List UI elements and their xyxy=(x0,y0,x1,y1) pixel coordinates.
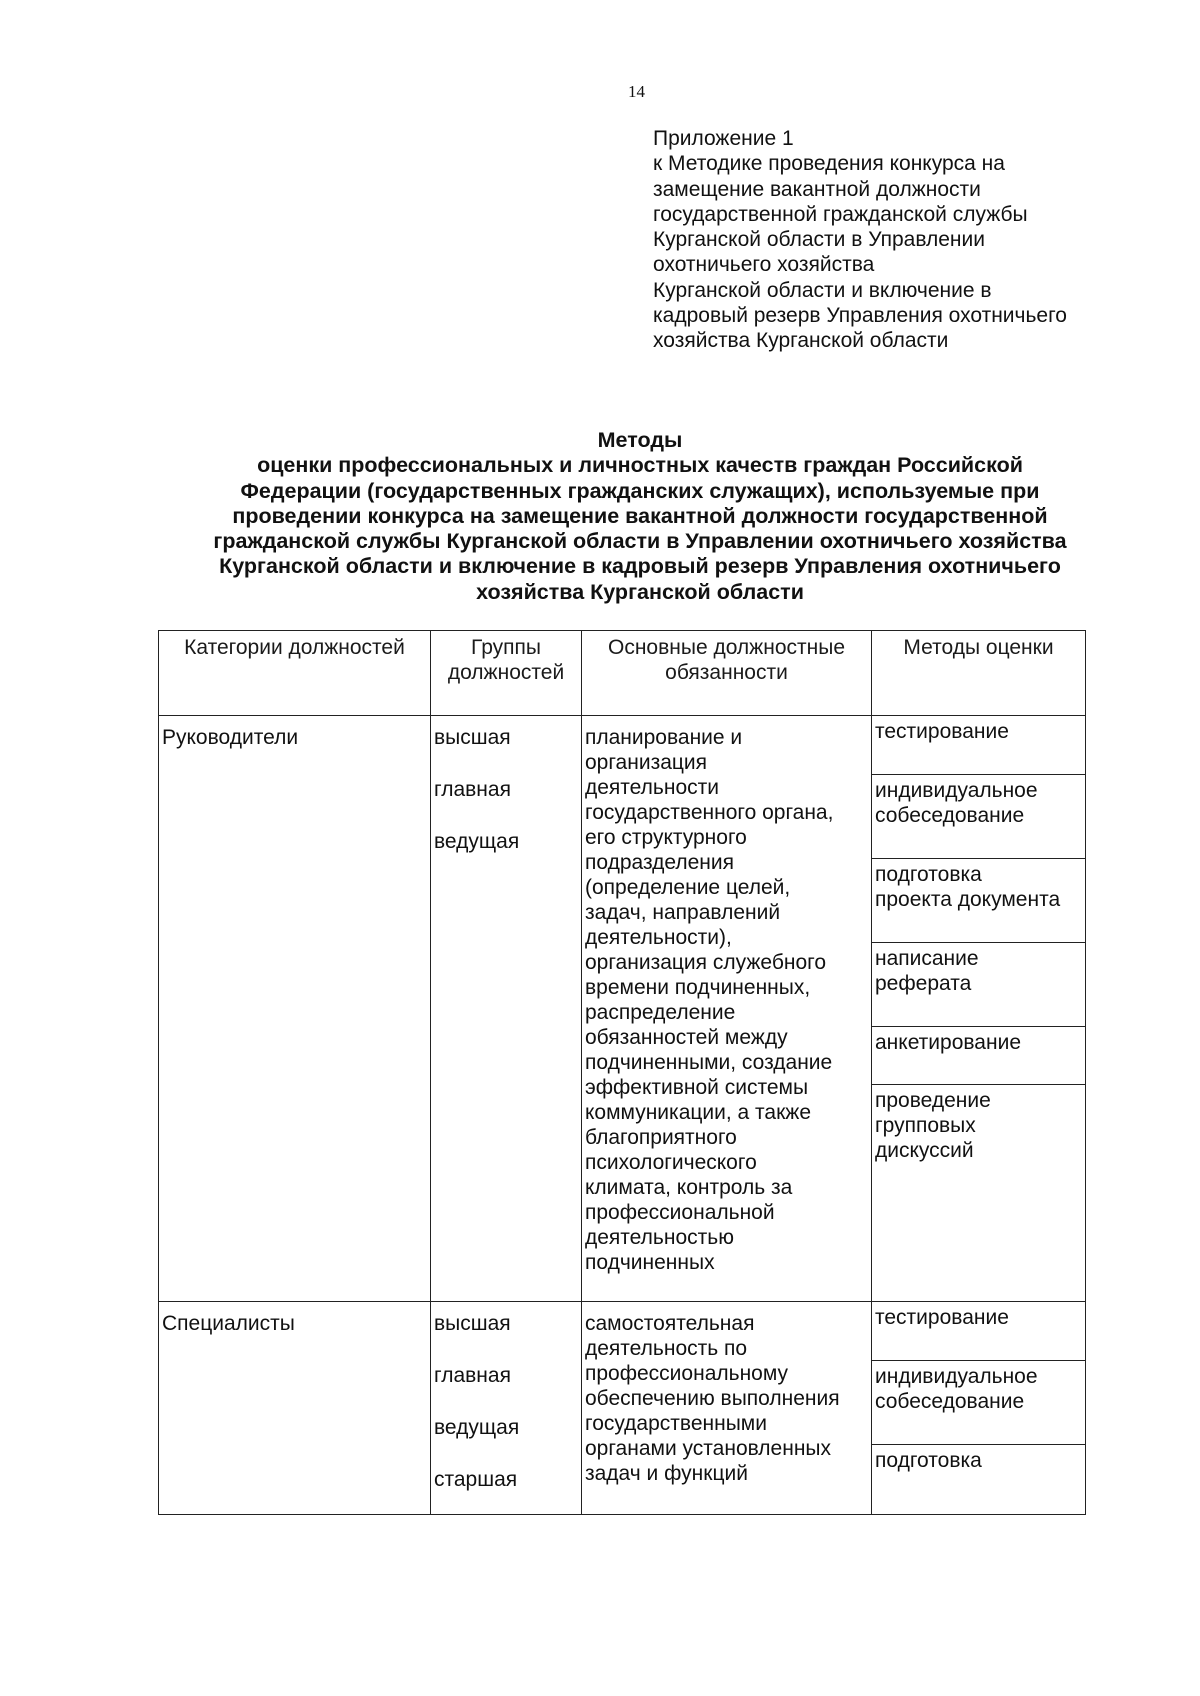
header-line: Категории должностей xyxy=(184,636,405,659)
duty-line: задач и функций xyxy=(585,1462,748,1485)
method-line: дискуссий xyxy=(875,1139,974,1162)
duties-cell xyxy=(582,1302,872,1515)
duty-line: государственными xyxy=(585,1412,767,1435)
header-line: Основные должностные xyxy=(607,636,845,659)
header-line: Методы оценки xyxy=(903,636,1054,659)
header-line: должностей xyxy=(447,661,565,684)
duty-line: организация xyxy=(585,751,708,774)
groups-cell xyxy=(431,1302,582,1515)
appendix-line: Курганской области и включение в xyxy=(653,278,992,302)
header-groups xyxy=(431,631,582,716)
duty-line: деятельностью xyxy=(585,1226,734,1249)
duty-line: его структурного xyxy=(585,826,747,849)
method-line: индивидуальное xyxy=(875,779,1038,802)
duty-line: профессиональному xyxy=(585,1362,789,1385)
title-line: Федерации (государственных гражданских служащих), используемые при xyxy=(240,478,1040,503)
duty-line: времени подчиненных, xyxy=(585,976,811,999)
table-row xyxy=(159,1302,1086,1515)
group-item: высшая xyxy=(434,726,511,749)
duty-line: планирование и xyxy=(585,726,743,749)
header-duties xyxy=(582,631,872,716)
duty-line: благоприятного xyxy=(585,1126,737,1149)
appendix-line: государственной гражданской службы xyxy=(653,202,1028,226)
duty-line: (определение целей, xyxy=(585,876,791,899)
duty-line: задач, направлений xyxy=(585,901,781,924)
appendix-line: охотничьего хозяйства xyxy=(653,253,875,277)
method-line: групповых xyxy=(875,1114,976,1137)
duty-line: государственного органа, xyxy=(585,801,834,824)
title-line: Методы xyxy=(597,428,683,452)
page-number: 14 xyxy=(628,82,645,101)
document-title xyxy=(120,428,1160,605)
method-line: тестирование xyxy=(875,1306,1009,1329)
category-cell: Руководители xyxy=(159,716,431,1302)
table-header-row xyxy=(159,631,1086,716)
appendix-line: замещение вакантной должности xyxy=(653,177,981,201)
method-line: написание xyxy=(875,947,979,970)
header-categories xyxy=(159,631,431,716)
appendix-line: хозяйства Курганской области xyxy=(653,329,949,353)
duty-line: климата, контроль за xyxy=(585,1176,793,1199)
method-box xyxy=(872,943,1085,1027)
duty-line: подчиненными, создание xyxy=(585,1051,833,1074)
appendix-line: Курганской области в Управлении xyxy=(653,228,985,252)
title-line: Курганской области и включение в кадровый резерв Управления охотничьего xyxy=(219,554,1061,579)
method-line: тестирование xyxy=(875,720,1009,743)
duty-line: эффективной системы xyxy=(585,1076,809,1099)
method-box xyxy=(872,1361,1085,1445)
appendix-reference xyxy=(653,126,1067,354)
group-item: главная xyxy=(434,1364,511,1387)
method-line: анкетирование xyxy=(875,1031,1021,1054)
duty-line: деятельности), xyxy=(585,926,732,949)
group-item: ведущая xyxy=(434,830,520,853)
duty-line: органами установленных xyxy=(585,1437,832,1460)
title-line: оценки профессиональных и личностных качеств граждан Российской xyxy=(257,453,1023,478)
method-box xyxy=(872,716,1085,775)
method-line: проекта документа xyxy=(875,888,1061,911)
method-line: собеседование xyxy=(875,804,1025,827)
method-line: индивидуальное xyxy=(875,1365,1038,1388)
method-line: реферата xyxy=(875,972,972,995)
duty-line: распределение xyxy=(585,1001,736,1024)
methods-cell xyxy=(872,1302,1086,1515)
title-line: гражданской службы Курганской области в Управлении охотничьего хозяйства xyxy=(213,529,1067,554)
method-box xyxy=(872,775,1085,859)
method-box xyxy=(872,1027,1085,1085)
group-item: старшая xyxy=(434,1468,518,1491)
method-box xyxy=(872,859,1085,943)
header-line: Группы xyxy=(471,636,541,659)
method-box xyxy=(872,1085,1085,1163)
method-line: собеседование xyxy=(875,1390,1025,1413)
header-line: обязанности xyxy=(665,661,788,684)
method-box xyxy=(872,1302,1085,1361)
duty-line: подразделения xyxy=(585,851,734,874)
header-methods xyxy=(872,631,1086,716)
method-line: подготовка xyxy=(875,1449,982,1472)
duty-line: обязанностей между xyxy=(585,1026,788,1049)
duty-line: обеспечению выполнения xyxy=(585,1387,840,1410)
title-line: хозяйства Курганской области xyxy=(476,579,804,604)
duty-line: подчиненных xyxy=(585,1251,715,1274)
duty-line: деятельность по xyxy=(585,1337,748,1360)
method-line: подготовка xyxy=(875,863,982,886)
group-item: высшая xyxy=(434,1312,511,1335)
methods-cell xyxy=(872,716,1086,1302)
table-row xyxy=(159,716,1086,1302)
appendix-line: к Методике проведения конкурса на xyxy=(653,152,1005,176)
duty-line: профессиональной xyxy=(585,1201,775,1224)
groups-cell xyxy=(431,716,582,1302)
duty-line: самостоятельная xyxy=(585,1312,755,1335)
method-line: проведение xyxy=(875,1089,991,1112)
group-item: главная xyxy=(434,778,511,801)
assessment-methods-table xyxy=(158,630,1086,1515)
appendix-line: Приложение 1 xyxy=(653,127,794,150)
title-line: проведении конкурса на замещение вакантной должности государственной xyxy=(232,503,1048,528)
duty-line: психологического xyxy=(585,1151,757,1174)
category-cell: Специалисты xyxy=(159,1302,431,1515)
appendix-line: кадровый резерв Управления охотничьего xyxy=(653,304,1067,328)
duty-line: деятельности xyxy=(585,776,719,799)
method-box xyxy=(872,1445,1085,1473)
duty-line: коммуникации, а также xyxy=(585,1101,812,1124)
duties-cell xyxy=(582,716,872,1302)
duty-line: организация служебного xyxy=(585,951,826,974)
group-item: ведущая xyxy=(434,1416,520,1439)
